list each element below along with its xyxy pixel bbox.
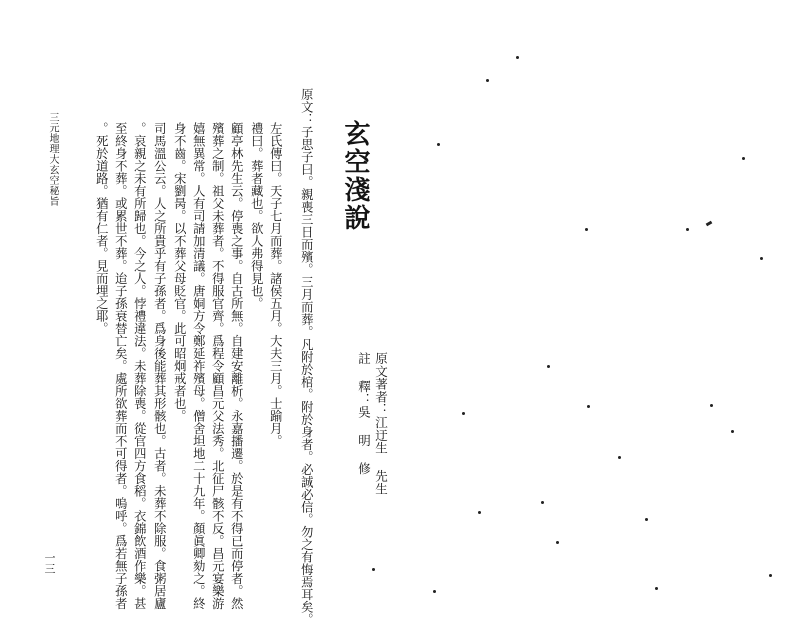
scan-speck <box>462 412 465 415</box>
original-text-column: 原文：子思子曰。親喪三日而殯。三月而葬。凡附於棺。附於身者。必誠必信。勿之有悔焉耳矣。 <box>299 88 314 626</box>
text-column-4: 殯葬之制。祖父未葬者。不得服官齊。爲程令顧昌元父法秀。北征尸骸不反。昌元宴樂游 <box>210 122 225 610</box>
author-line: 原文著者：江迂生 先生 <box>373 352 389 496</box>
scan-speck <box>742 157 745 160</box>
scan-speck <box>731 430 734 433</box>
scan-speck <box>478 511 481 514</box>
text-column-8: 。哀親之未有所歸也。今之人。悖禮違法。未葬除喪。從官四方食稻。衣錦飲酒作樂。甚 <box>132 122 147 610</box>
text-column-9: 至終身不葬。或累世不葬。迨子孫衰替亡矣。處所欲葬而不可得者。嗚呼。爲若無子孫者 <box>113 122 128 610</box>
text-column-1: 左氏傳曰。天子七月而葬。諸侯五月。大夫三月。士踰月。 <box>268 122 283 447</box>
scan-speck <box>645 518 648 521</box>
scan-speck <box>760 257 763 260</box>
scan-speck <box>486 79 489 82</box>
running-header: 三元地理大玄空秘旨 <box>47 112 58 207</box>
text-column-7: 司馬溫公云。人之所貴乎有子孫者。爲身後能葬其形骸也。古者。未葬不除服。食粥居廬 <box>152 122 167 610</box>
scan-speck <box>655 587 658 590</box>
scan-speck <box>516 56 519 59</box>
scan-mark <box>706 221 713 227</box>
scan-speck <box>556 541 559 544</box>
text-column-6: 身不齒。宋劉昺。以不葬父母貶官。此可昭炯戒者也。 <box>172 122 187 422</box>
page-title: 玄空淺說 <box>340 120 370 232</box>
scan-speck <box>769 574 772 577</box>
scan-speck <box>433 590 436 593</box>
scan-speck <box>372 568 375 571</box>
scan-speck <box>541 501 544 504</box>
scan-speck <box>585 228 588 231</box>
annotator-line: 註 釋：吳 明 修 <box>356 352 372 475</box>
scan-speck <box>547 365 550 368</box>
text-column-10: 。死於道路。猶有仁者。見而埋之耶。 <box>94 122 109 335</box>
page-number: 一三 <box>43 552 56 574</box>
scan-speck <box>587 405 590 408</box>
scan-speck <box>437 143 440 146</box>
scan-speck <box>710 404 713 407</box>
text-column-2: 禮曰。葬者藏也。欲人弗得見也。 <box>249 122 264 310</box>
scan-speck <box>686 228 689 231</box>
scan-speck <box>618 456 621 459</box>
text-column-3: 顧亭林先生云。停喪之事。自古所無。自建安離析。永嘉播遷。於是有不得已而停者。然 <box>229 122 244 610</box>
text-column-5: 嬉無異常。人有司請加清議。唐姛方令鄭延祚殯母。僧舍坦地二十九年。顏眞卿劾之。終 <box>191 122 206 610</box>
